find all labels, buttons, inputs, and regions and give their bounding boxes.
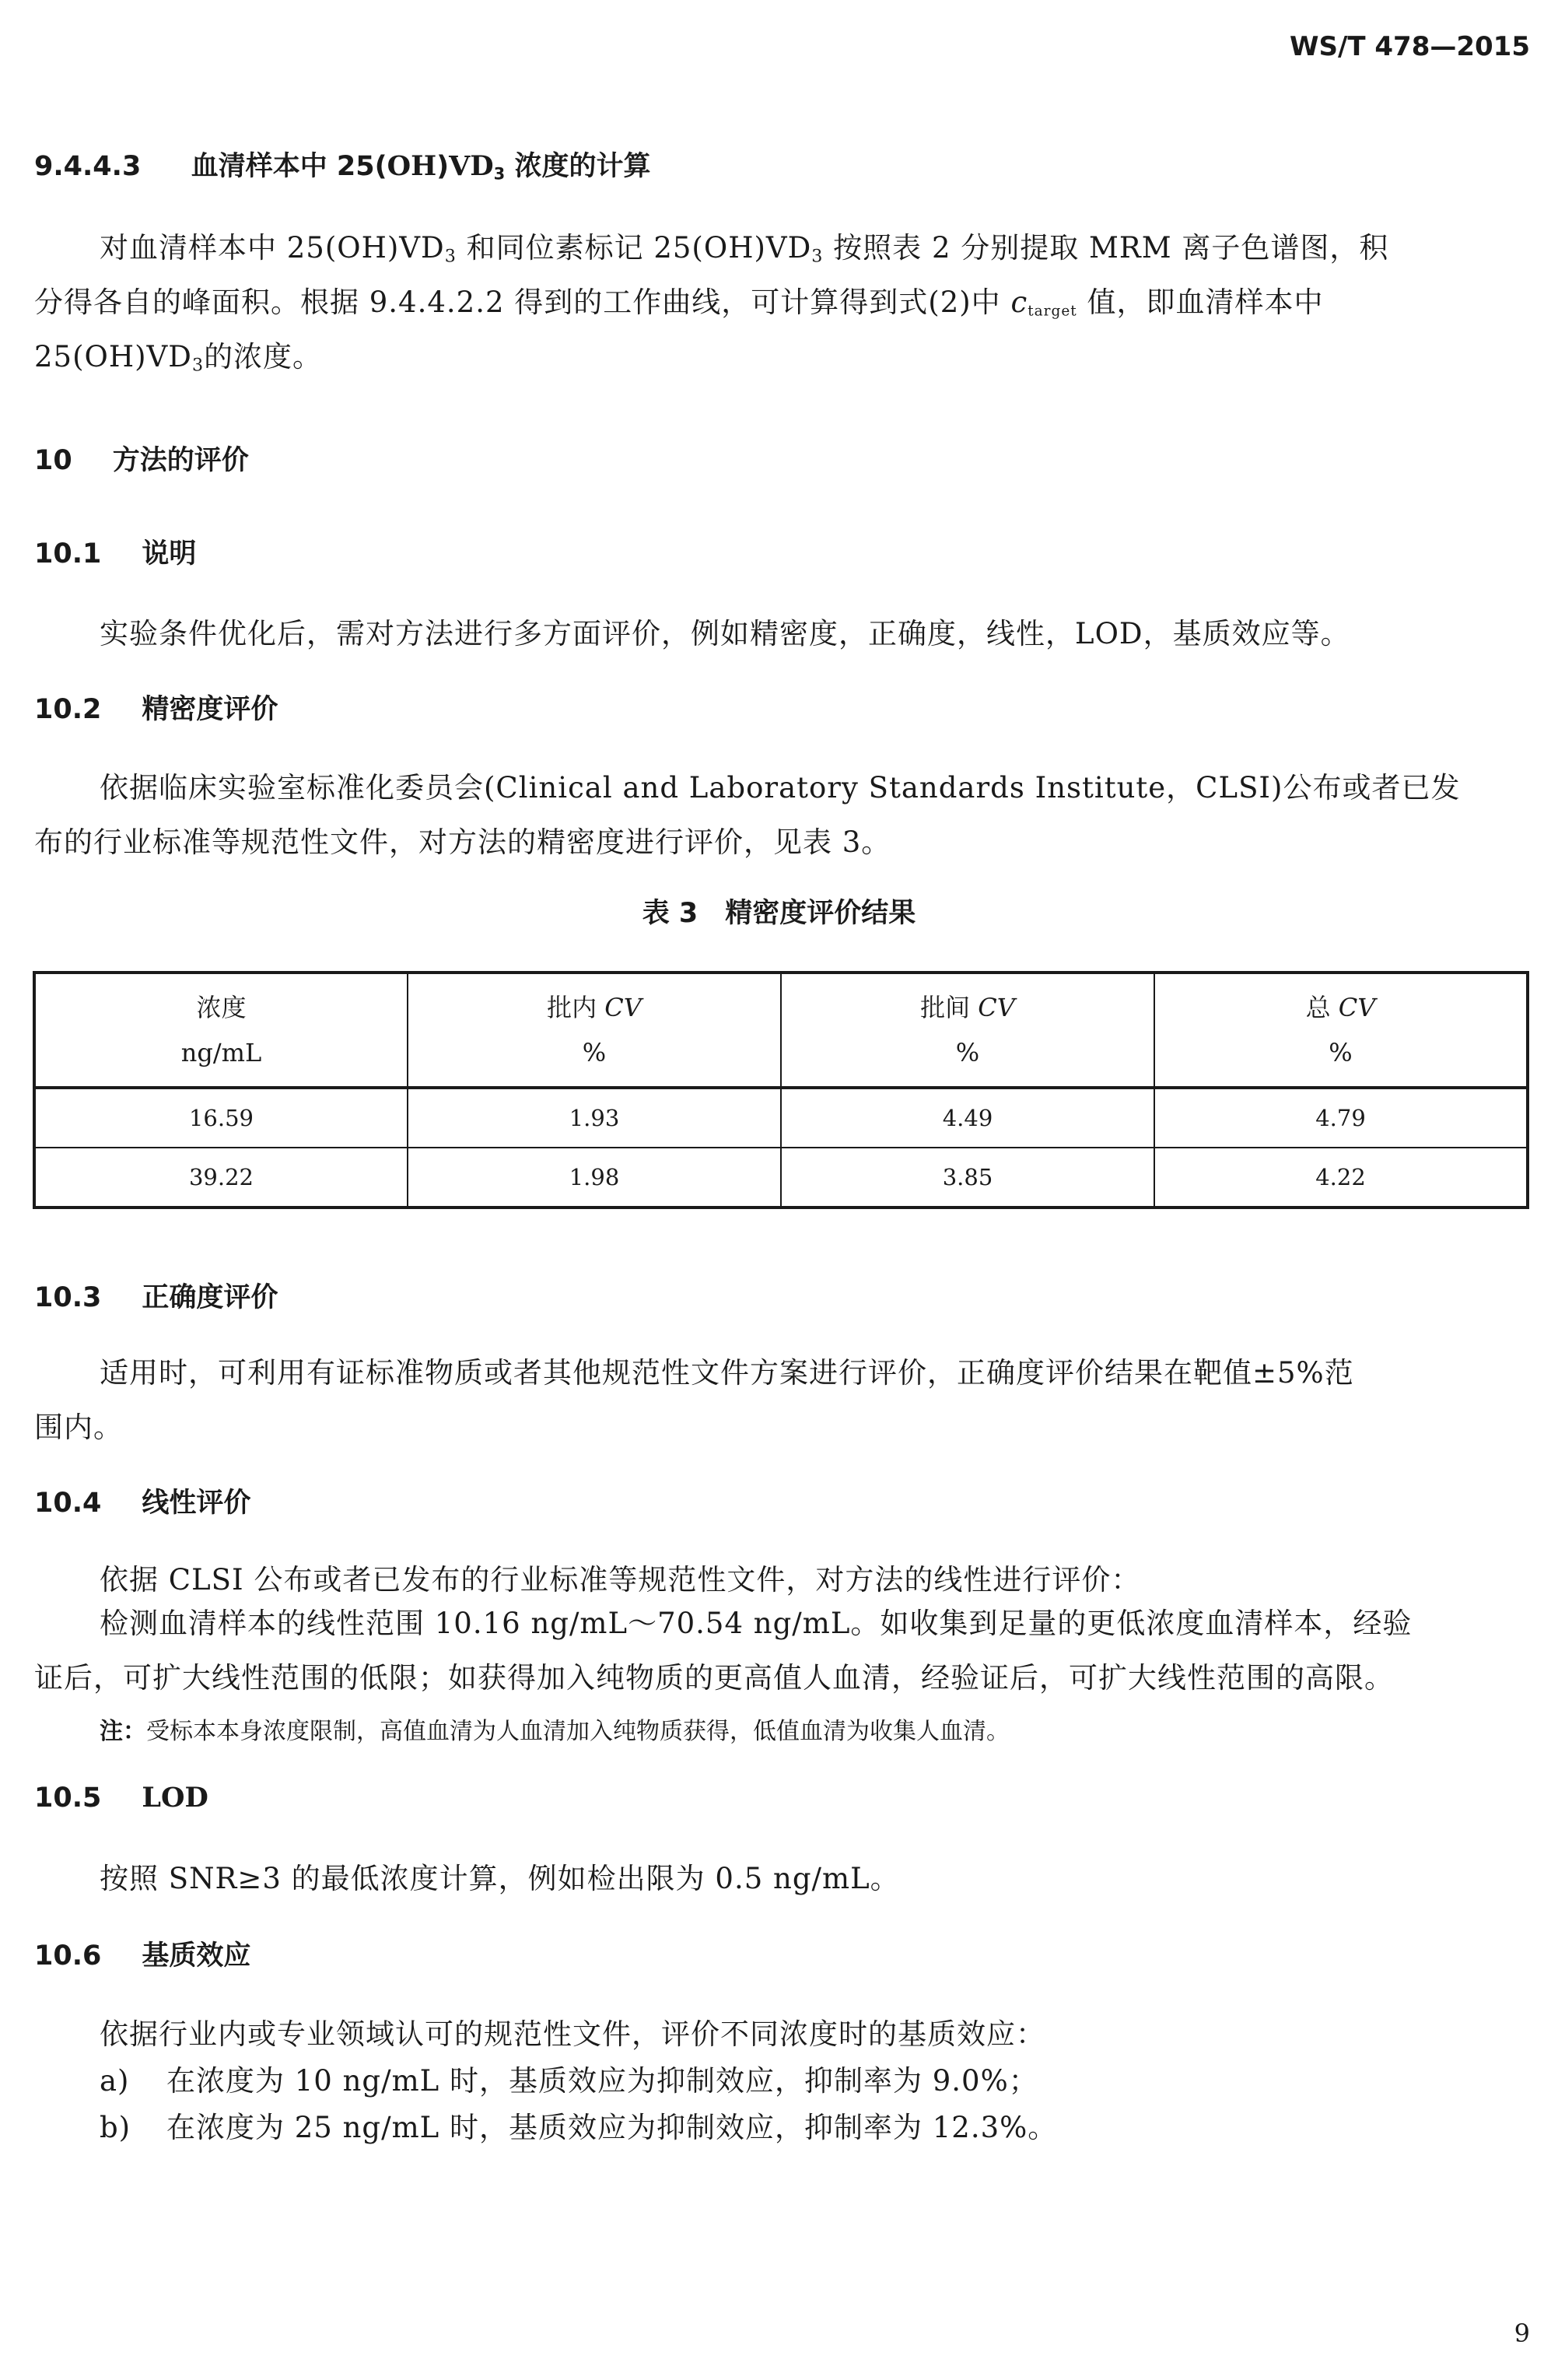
paragraph-line: 适用时，可利用有证标准物质或者其他规范性文件方案进行评价，正确度评价结果在靶值±5%范 — [100, 1356, 1354, 1390]
section-9443-heading — [34, 145, 650, 184]
section-number: 10.5 — [34, 1782, 102, 1814]
note-text: 受标本本身浓度限制，高值血清为人血清加入纯物质获得，低值血清为收集人血清。 — [146, 1718, 1010, 1745]
section-10-5-heading — [34, 1782, 208, 1814]
list-item — [100, 2057, 1038, 2099]
section-title: 方法的评价 — [112, 445, 249, 476]
section-10-4-heading — [34, 1481, 250, 1520]
paragraph-line: 依据行业内或专业领域认可的规范性文件，评价不同浓度时的基质效应： — [100, 2017, 1045, 2051]
table-cell: 4.49 — [781, 1088, 1154, 1148]
page-number: 9 — [1514, 2319, 1530, 2348]
table-row — [34, 1088, 1528, 1148]
table-cell: 4.22 — [1154, 1148, 1528, 1208]
note — [100, 1712, 1010, 1746]
section-number: 10.4 — [34, 1488, 102, 1519]
note-label: 注： — [100, 1718, 146, 1745]
standard-code: WS/T 478—2015 — [1289, 31, 1530, 62]
list-item-text: 在浓度为 10 ng/mL 时，基质效应为抑制效应，抑制率为 9.0%； — [166, 2064, 1038, 2098]
header-concentration: 浓度 ng/mL — [34, 973, 408, 1088]
section-10-2-heading — [34, 688, 278, 727]
section-number: 9.4.4.3 — [34, 151, 142, 182]
paragraph-line: 分得各自的峰面积。根据 9.4.4.2.2 得到的工作曲线，可计算得到式(2)中 $c_{target}$ 值，即血清样本中 — [34, 286, 1324, 320]
table-row — [34, 1148, 1528, 1208]
section-10-1-heading — [34, 532, 196, 571]
table-cell: 16.59 — [34, 1088, 408, 1148]
table-cell: 1.93 — [408, 1088, 781, 1148]
table-cell: 1.98 — [408, 1148, 781, 1208]
table-caption: 表 3 精密度评价结果 — [642, 898, 916, 929]
section-10-3-heading — [34, 1276, 278, 1315]
paragraph-line: 围内。 — [34, 1411, 123, 1444]
paragraph-line: 对血清样本中 $25(OH)VD_3$ 和同位素标记 $25(OH)VD_3$ 按照表 2 分别提取 MRM 离子色谱图，积 — [100, 231, 1389, 267]
section-title: 精密度评价 — [142, 694, 278, 725]
section-title: 基质效应 — [142, 1940, 251, 1972]
section-title: 血清样本中 $25(OH)VD_3$ 浓度的计算 — [191, 150, 651, 184]
section-number: 10.2 — [34, 694, 102, 725]
table-cell: 4.79 — [1154, 1088, 1528, 1148]
paragraph-line: 证后，可扩大线性范围的低限；如获得加入纯物质的更高值人血清，经验证后，可扩大线性范围的高限。 — [34, 1661, 1394, 1695]
header-within-run-cv: 批内 CV % — [408, 973, 781, 1088]
section-title: 说明 — [142, 538, 197, 570]
section-number: 10.3 — [34, 1282, 102, 1313]
precision-table — [33, 971, 1529, 1209]
table-cell: 39.22 — [34, 1148, 408, 1208]
section-10-6-heading — [34, 1934, 250, 1973]
list-item-text: 在浓度为 25 ng/mL 时，基质效应为抑制效应，抑制率为 12.3%。 — [166, 2111, 1058, 2144]
section-title: 正确度评价 — [142, 1282, 278, 1313]
table-header-row — [34, 973, 1528, 1088]
header-total-cv: 总 CV % — [1154, 973, 1528, 1088]
paragraph-line: 实验条件优化后，需对方法进行多方面评价，例如精密度，正确度，线性，LOD，基质效应等。 — [100, 617, 1350, 650]
paragraph-line: 布的行业标准等规范性文件，对方法的精密度进行评价，见表 3。 — [34, 825, 891, 859]
section-number: 10 — [34, 445, 72, 476]
list-item — [100, 2104, 1057, 2146]
section-10-heading — [34, 439, 249, 478]
section-title: 线性评价 — [142, 1488, 251, 1519]
list-item-label: a) — [100, 2064, 130, 2098]
paragraph-line: 依据临床实验室标准化委员会(Clinical and Laboratory Standards Institute，CLSI)公布或者已发 — [100, 771, 1461, 804]
paragraph-line: 检测血清样本的线性范围 10.16 ng/mL～70.54 ng/mL。如收集到足量的更低浓度血清样本，经验 — [100, 1607, 1413, 1640]
section-title: LOD — [142, 1782, 208, 1814]
table-cell: 3.85 — [781, 1148, 1154, 1208]
paragraph-line: 按照 SNR≥3 的最低浓度计算，例如检出限为 0.5 ng/mL。 — [100, 1862, 900, 1895]
list-item-label: b) — [100, 2111, 131, 2144]
section-number: 10.6 — [34, 1940, 102, 1972]
paragraph-line: 依据 CLSI 公布或者已发布的行业标准等规范性文件，对方法的线性进行评价： — [100, 1563, 1141, 1597]
paragraph-line: $25(OH)VD_3$的浓度。 — [34, 340, 323, 376]
header-between-run-cv: 批间 CV % — [781, 973, 1154, 1088]
section-number: 10.1 — [34, 538, 102, 570]
